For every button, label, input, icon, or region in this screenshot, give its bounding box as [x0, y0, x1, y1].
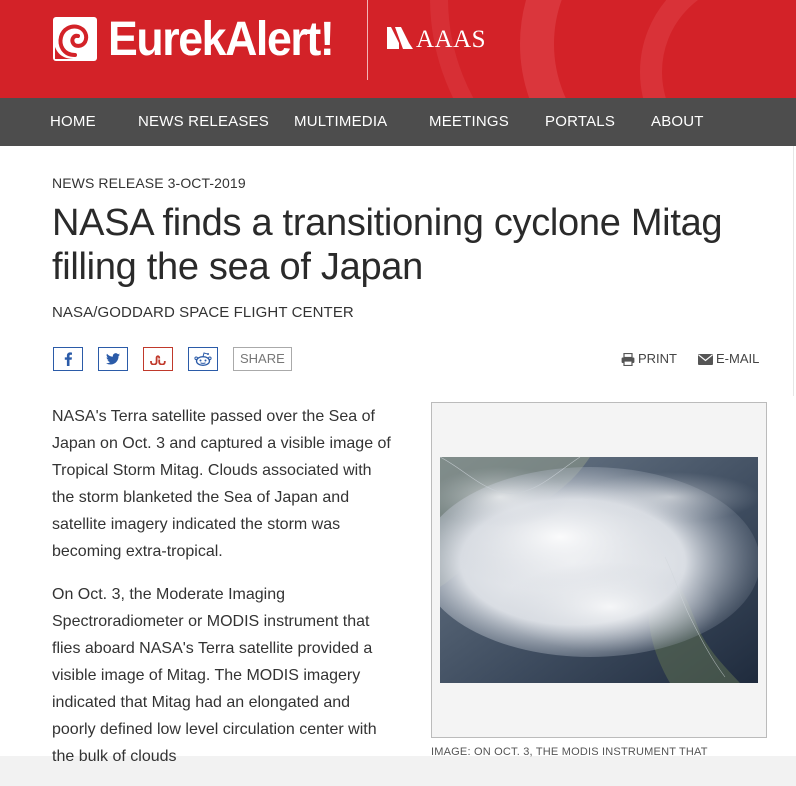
nav-multimedia[interactable]: MULTIMEDIA	[294, 113, 388, 130]
article-figure[interactable]	[431, 402, 767, 738]
reddit-icon	[194, 352, 212, 366]
content-edge	[793, 146, 794, 396]
article-source[interactable]: NASA/GODDARD SPACE FLIGHT CENTER	[52, 304, 354, 321]
main-nav	[0, 98, 796, 146]
nav-meetings[interactable]: MEETINGS	[429, 113, 509, 130]
logo-divider	[367, 0, 368, 80]
article-paragraph: NASA's Terra satellite passed over the Sea of Japan on Oct. 3 and captured a visible image of Tropical Storm Mitag. Clouds associated with the storm blanketed the Sea of Japan and satellite imagery indicated the storm was becoming extra-tropical.	[52, 408, 391, 560]
share-facebook-button[interactable]	[53, 347, 83, 371]
email-link[interactable]	[698, 350, 759, 368]
aaas-logo-text[interactable]: AAAS	[416, 26, 487, 53]
satellite-image-graphic	[440, 457, 758, 683]
printer-icon	[621, 353, 635, 366]
eurekalert-logo-icon[interactable]	[53, 17, 97, 61]
nav-home[interactable]: HOME	[50, 113, 96, 130]
email-label: E-MAIL	[716, 351, 760, 366]
aaas-logo-icon[interactable]	[387, 27, 413, 49]
share-twitter-button[interactable]	[98, 347, 128, 371]
article-body	[52, 403, 397, 786]
share-stumbleupon-button[interactable]	[143, 347, 173, 371]
share-label[interactable]: SHARE	[233, 347, 292, 371]
nav-about[interactable]: ABOUT	[651, 113, 704, 130]
nav-news-releases[interactable]: NEWS RELEASES	[138, 113, 269, 130]
article-paragraph: On Oct. 3, the Moderate Imaging Spectroradiometer or MODIS instrument that flies aboard NASA's Terra satellite provided a visible image of Mitag. The MODIS imagery indicated that Mitag had an elongated and poorly defined low level circulation center with the bulk of clouds	[52, 586, 377, 765]
envelope-icon	[698, 354, 713, 365]
facebook-icon	[63, 352, 73, 366]
header-decoration	[640, 0, 796, 98]
nav-portals[interactable]: PORTALS	[545, 113, 616, 130]
site-header	[0, 0, 796, 98]
twitter-icon	[106, 353, 120, 365]
figure-caption: IMAGE: ON OCT. 3, THE MODIS INSTRUMENT THAT	[431, 746, 708, 758]
share-reddit-button[interactable]	[188, 347, 218, 371]
satellite-image[interactable]	[440, 457, 758, 683]
print-link[interactable]	[621, 350, 677, 368]
stumbleupon-icon	[150, 353, 166, 365]
release-date: NEWS RELEASE 3-OCT-2019	[52, 175, 246, 191]
article-title: NASA finds a transitioning cyclone Mitag filling the sea of Japan	[52, 202, 723, 288]
print-label: PRINT	[638, 351, 677, 366]
site-logo-text[interactable]: EurekAlert!	[108, 13, 334, 66]
